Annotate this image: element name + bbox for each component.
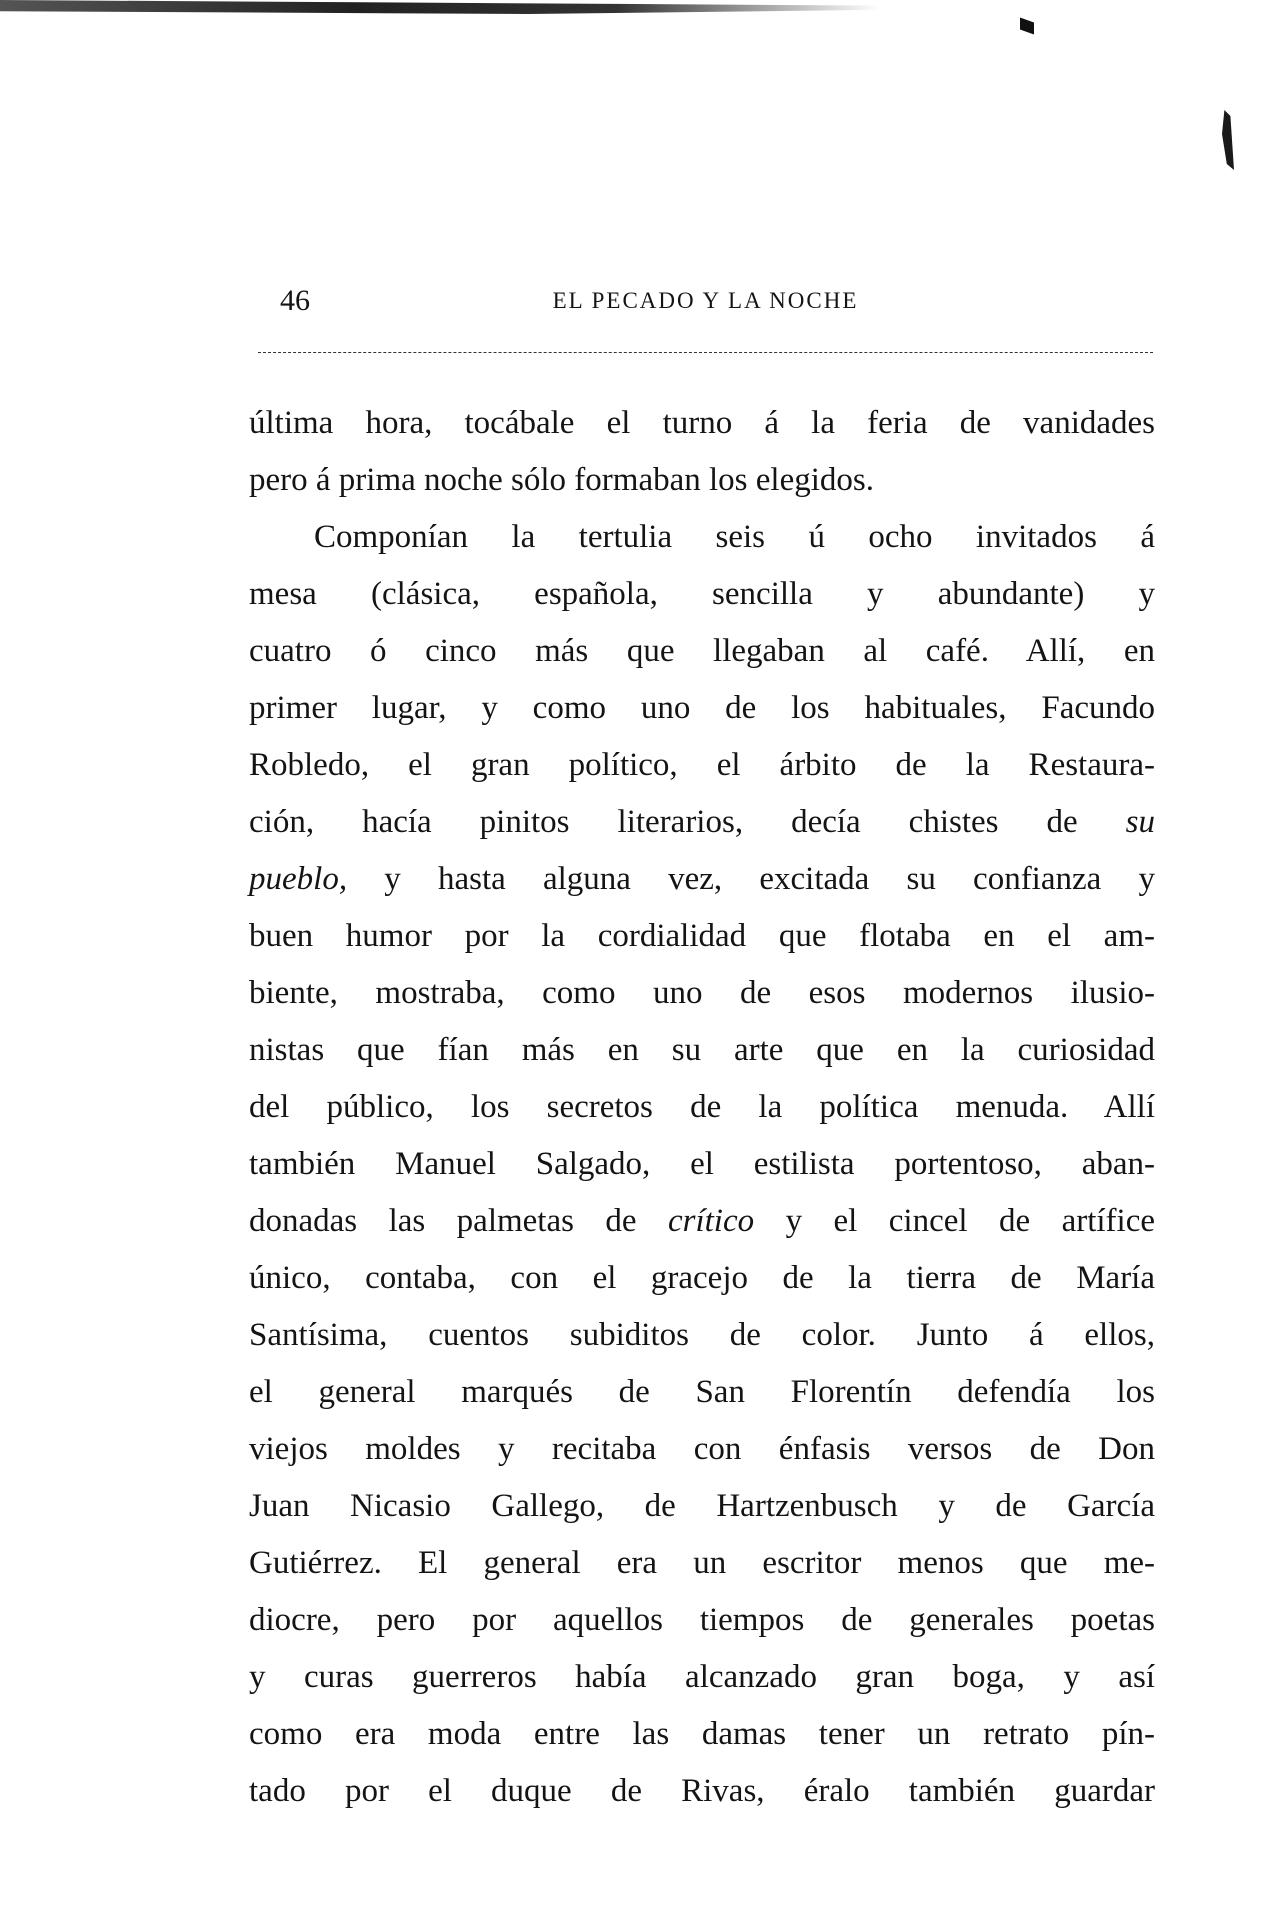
text-line	[249, 1540, 1155, 1597]
text-line	[249, 1198, 1155, 1255]
text-line	[249, 571, 1155, 628]
text-line-content	[249, 1255, 1155, 1301]
text-segment: el general marqués de San Florentín defendía los	[249, 1374, 1155, 1410]
text-line	[249, 1141, 1155, 1198]
text-line	[249, 1711, 1155, 1768]
text-segment: cuatro ó cinco más que llegaban al café. Allí, en	[249, 633, 1155, 669]
text-segment: único, contaba, con el gracejo de la tierra de María	[249, 1260, 1155, 1296]
page-number: 46	[280, 284, 310, 317]
text-line	[249, 1483, 1155, 1540]
text-segment: última hora, tocábale el turno á la feria de vanidades	[249, 405, 1155, 441]
text-line	[249, 742, 1155, 799]
text-segment: y hasta alguna vez, excitada su confianza y	[347, 861, 1155, 897]
text-line	[249, 1426, 1155, 1483]
text-line-content	[249, 1312, 1155, 1358]
text-line-content	[249, 628, 1155, 674]
text-line	[249, 1084, 1155, 1141]
text-segment: nistas que fían más en su arte que en la curiosidad	[249, 1032, 1155, 1068]
text-line	[249, 799, 1155, 856]
text-line-content	[249, 400, 1155, 446]
body-text	[249, 400, 1155, 1825]
text-line	[249, 856, 1155, 913]
text-segment: Gutiérrez. El general era un escritor menos que me-	[249, 1545, 1155, 1581]
text-line	[249, 400, 1155, 457]
text-segment: primer lugar, y como uno de los habituales, Facundo	[249, 690, 1155, 726]
scan-mark-top-right	[1020, 17, 1034, 34]
text-segment: y el cincel de artífice	[754, 1203, 1155, 1239]
italic-text: crítico	[667, 1203, 755, 1239]
text-line	[249, 1027, 1155, 1084]
text-line-content	[249, 457, 1155, 503]
text-line	[249, 1312, 1155, 1369]
text-line-content	[249, 970, 1155, 1016]
text-line-content	[249, 913, 1155, 959]
text-line	[249, 1255, 1155, 1312]
text-segment: viejos moldes y recitaba con énfasis versos de Don	[249, 1431, 1155, 1467]
text-line	[249, 1768, 1155, 1825]
scan-mark-right-edge	[1222, 110, 1234, 170]
text-line	[249, 514, 1155, 571]
text-line-content	[249, 1540, 1155, 1586]
text-segment: Santísima, cuentos subiditos de color. Junto á ellos,	[249, 1317, 1155, 1353]
text-line-content	[249, 1768, 1155, 1814]
text-segment: buen humor por la cordialidad que flotaba en el am-	[249, 918, 1155, 954]
text-segment: y curas guerreros había alcanzado gran boga, y así	[249, 1659, 1155, 1695]
italic-text: su	[1125, 804, 1155, 840]
text-line-content	[249, 1198, 1155, 1244]
text-segment: pero á prima noche sólo formaban los elegidos.	[249, 462, 874, 498]
text-line	[249, 1597, 1155, 1654]
text-line	[249, 628, 1155, 685]
text-segment: biente, mostraba, como uno de esos modernos ilusio-	[249, 975, 1155, 1011]
running-title: EL PECADO Y LA NOCHE	[552, 288, 859, 313]
text-line-content	[249, 742, 1155, 788]
text-line-content	[249, 1426, 1155, 1472]
text-segment: mesa (clásica, española, sencilla y abundante) y	[249, 576, 1155, 612]
text-line-content	[249, 1084, 1155, 1130]
text-line-content	[249, 1141, 1155, 1187]
text-line-content	[249, 856, 1155, 902]
text-line	[249, 685, 1155, 742]
text-line-content	[249, 571, 1155, 617]
text-line-content	[249, 685, 1155, 731]
text-line-content	[249, 1027, 1155, 1073]
text-line-content	[314, 514, 1155, 560]
text-line-content	[249, 1597, 1155, 1643]
text-segment: del público, los secretos de la política menuda. Allí	[249, 1089, 1155, 1125]
text-segment: Robledo, el gran político, el árbito de la Restaura-	[249, 747, 1155, 783]
text-line-content	[249, 799, 1155, 845]
text-line	[249, 457, 1155, 514]
text-line-content	[249, 1369, 1155, 1415]
text-line-content	[249, 1654, 1155, 1700]
page-header	[258, 284, 1153, 324]
text-line	[249, 970, 1155, 1027]
text-segment: como era moda entre las damas tener un retrato pín-	[249, 1716, 1155, 1752]
text-segment: Componían la tertulia seis ú ocho invitados á	[314, 519, 1155, 555]
text-segment: tado por el duque de Rivas, éralo también guardar	[249, 1773, 1155, 1809]
header-rule	[258, 352, 1153, 353]
text-segment: también Manuel Salgado, el estilista portentoso, aban-	[249, 1146, 1155, 1182]
text-line-content	[249, 1483, 1155, 1529]
italic-text: pueblo,	[249, 861, 348, 897]
text-line	[249, 1369, 1155, 1426]
scan-smear-top	[0, 0, 880, 14]
text-segment: Juan Nicasio Gallego, de Hartzenbusch y de García	[249, 1488, 1155, 1524]
text-segment: donadas las palmetas de	[249, 1203, 668, 1239]
text-line-content	[249, 1711, 1155, 1757]
text-segment: diocre, pero por aquellos tiempos de generales poetas	[249, 1602, 1155, 1638]
text-segment: ción, hacía pinitos literarios, decía chistes de	[249, 804, 1126, 840]
text-line	[249, 913, 1155, 970]
text-line	[249, 1654, 1155, 1711]
